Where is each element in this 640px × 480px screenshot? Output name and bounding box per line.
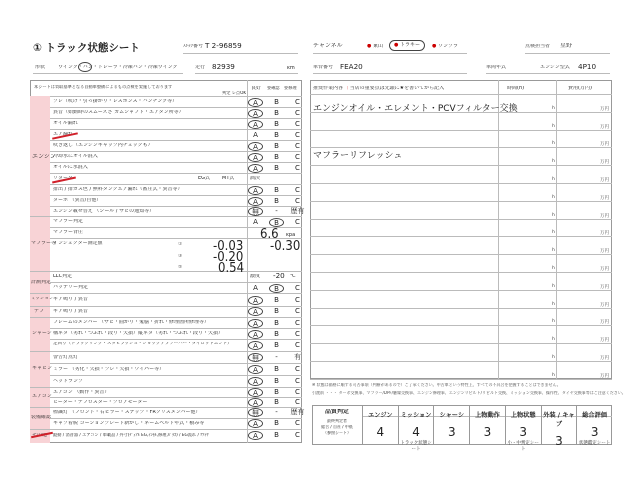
engine-model-value: 4P10 [578,62,597,71]
grade-column-head: 外装 / キャブ [543,412,575,428]
llc-temp-value: -20 [273,271,285,280]
grade-c: C [295,186,300,194]
grade-c: C [295,341,300,349]
injector-4-value: 0.54 [218,261,245,276]
injector-no-1: ① [178,242,183,247]
grade-a: A [248,377,263,386]
item-label: エンジン載せ替え （シール / サビの通知等） [53,209,155,214]
item-label: リターダ [53,176,74,181]
grade-column [362,405,398,445]
grade-c: C [295,307,300,315]
grade-c: C [295,365,300,373]
grade-column-head: エンジン [368,412,393,419]
item-grade [248,341,305,350]
grade-b: B [274,131,279,139]
grade-sub3: （参照シート） [323,431,351,435]
channel-option-2-selected: ● トラキー [389,40,425,51]
work-row-line [310,201,612,202]
grade-b: - [275,207,278,215]
grade-b: B [274,109,279,117]
grade-column-head: ミッション [400,412,432,419]
grade-a: 無 [248,353,263,362]
item-grade [248,307,305,316]
item-label: 排出 / 排ガス色 / 無料タンクエア漏れ（蓄圧式・異音等） [53,187,183,192]
cost-unit: 万円 [600,160,609,166]
year-label: 車両年式 [486,65,507,70]
check-label: 判定 レ点OK [222,91,247,95]
item-grade [248,131,305,140]
grade-c: C [295,109,300,117]
engine-model-label: エンジン型式 [540,65,570,70]
stock-label: ｽﾄｯｸ番号 [183,44,204,49]
work-row-line [310,219,612,220]
grade-column [398,405,434,452]
injector-2-value: -0.30 [270,239,301,254]
grade-column-sub: 小・中判定シート [507,441,539,452]
grade-a: A [248,388,263,397]
item-grade [248,207,305,216]
grade-a: A [248,365,263,374]
grade-b: B [274,197,279,205]
cost-unit: 万円 [600,284,609,290]
grade-column [541,405,577,448]
item-grade [248,398,305,407]
footer-note-1: ※ 状態は価格に順ずる可否事項（判断があるので）ご了承ください。中古車という特性上、すべての不具合を把握することはできません。 [312,383,561,387]
item-grade [248,109,305,118]
item-label: 吹き返し（エンジンキャップ内チェックも） [53,143,153,148]
grade-a: A [248,307,263,316]
section-cabin: キャビン [32,366,53,371]
item-grade [248,142,305,151]
grade-b: B [274,377,279,385]
item-label: ギア鳴り / 異音 [53,297,88,302]
grade-column [433,405,469,445]
grade-c: 有 [294,353,301,361]
grade-b: B [274,398,279,406]
cost-unit: 万円 [600,320,609,326]
grade-a: A [248,186,263,195]
grade-column-value: 4 [412,425,420,439]
work-row-line [310,254,612,255]
footer-note-2: 引渡前 ・・・ ターボ交換事、マフラー/DPF/触媒交換事、エンジン修理事、エンジンリビルト/リビルト交換、ミッション交換事、操作性、タイヤ交換事等はご注意ください。 [312,391,626,395]
grade-c: C [295,153,300,161]
grade-b: - [275,353,278,361]
retarder-option-2: MT式 [222,176,235,181]
item-grade [248,186,305,195]
work-row-line [310,183,612,184]
work-row-line [310,325,612,326]
cost-unit: 万円 [600,302,609,308]
item-grade [248,284,305,293]
time-unit: h [552,266,555,271]
item-label: エア漏れ [53,132,74,137]
work-row-line [310,165,612,166]
work-row-line [310,361,612,362]
grade-a: A [248,142,263,151]
grade-column-head: 上物状態 [510,412,536,419]
grade-b: B [274,307,279,315]
time-col-head: 時間(h) [507,86,525,91]
grade-a: A [248,330,263,339]
mileage-label: 走行 [195,65,206,70]
section-equipment: 装備確認 [31,415,52,420]
grade-column-sub: トラック状態シート [400,441,432,452]
time-unit: h [552,248,555,254]
shape-options: ウイング・バン・トレーラ・冷凍バン・冷凍ウイング [58,65,178,70]
section-other: その他 [32,433,48,438]
grade-c: C [295,120,300,128]
item-grade [248,319,305,328]
grade-c: C [295,197,300,205]
item-label: 警告灯点灯 [53,355,79,360]
channel-option-3: ● ワンプラ [432,44,458,49]
retarder-option-1: EG式 [198,176,211,181]
channel-label: チャンネル [313,43,343,49]
grade-c: C [295,319,300,327]
grade-column-head: シャーシ [439,412,465,419]
grade-column [576,405,612,445]
llc-concentration-label: 濃度 [250,274,261,279]
grade-c: C [295,142,300,150]
time-unit: h [552,105,555,111]
injector-no-3: ③ [178,254,183,259]
item-grade [248,431,305,440]
grade-a: A [248,398,263,407]
grade-b: B [274,142,279,150]
grade-c: C [295,398,300,406]
grade-b: B [274,296,279,304]
work-header: 推奨作業内容 ｜当店の重要点は先頭に★を書いてから記入 [313,86,445,91]
grade-column-value: 3 [447,425,456,439]
grade-b: B [274,341,279,349]
grade-b: B [274,419,279,427]
grade-b: B [274,431,279,439]
item-grade [248,153,305,162]
grade-a: A [248,296,263,305]
item-grade [248,330,305,339]
grade-c: C [295,218,300,226]
shape-selected-circle [78,62,92,72]
stock-number: T 2-96859 [205,41,242,50]
item-label: エアコン （動作・異音） [53,390,110,395]
item-label: ブレ（吹け・引っ掛かり・レスポンス・ハンチング等） [53,99,178,104]
cost-unit: 万円 [600,249,609,255]
grade-b: B [269,218,284,227]
grade-a: A [248,319,263,328]
cost-unit: 万円 [600,106,609,112]
col-b-head: 要確認 [267,86,280,90]
grade-c: C [295,164,300,172]
cost-unit: 万円 [600,356,609,361]
grade-c: C [295,431,300,439]
work-item: エンジンオイル・エレメント・PCVフィルター交換 [313,104,518,114]
grade-a: A [248,197,263,206]
col-c-head: 要修理 [284,86,297,90]
time-unit: h [552,230,555,236]
item-label: ヒーター・デフロスター・ブロアモーター [53,400,148,405]
col-a-head: 良好 [251,86,262,91]
item-label: フレームのメンバー （サビ・曲がり・鬼脳・折れ・修理箇所修理等） [53,320,210,325]
work-row-line [310,343,612,344]
work-table [310,80,612,379]
grade-column-head: 総合評価 [582,412,607,419]
section-chassis: シャーシ [32,331,52,336]
injector-1-value: -0.03 [213,239,244,254]
backpressure-value: 6.6 [260,227,279,242]
item-grade [248,388,305,397]
item-grade [248,218,305,227]
grade-column-sub: 状態鑑定シート [578,441,611,446]
cost-unit: 万円 [600,267,609,272]
item-label: バッテリー判定 [53,285,89,290]
section-battery: 計測判定 [31,280,52,285]
time-unit: h [552,337,555,343]
grade-column [505,405,541,452]
item-label: 標識灯 （フロント・右ピラー・ステップ・FRクリスメンバー他） [53,410,201,415]
retarder-option-3: 渦決 [250,176,261,181]
check-note: 本シートは買取基準となる自動車整備によるもの点検を実施しております [34,85,173,89]
mileage-value: 82939 [212,62,235,71]
cost-col-head: 費用(万円) [568,86,592,91]
item-grade [248,419,305,428]
grade-c: C [295,131,300,139]
grade-column-head: 上物動作 [475,412,500,419]
work-row-line [310,290,612,291]
time-unit: h [552,159,555,165]
grade-b: - [275,408,278,416]
grade-column-value: 3 [483,425,492,439]
work-row-line [310,130,612,131]
grade-b: B [274,186,279,194]
item-grade [248,120,305,129]
time-unit: h [552,212,555,218]
cost-unit: 万円 [600,178,609,183]
cost-unit: 万円 [600,213,609,219]
grade-c: 歴有 [290,207,305,215]
grade-a: A [248,419,263,428]
time-unit: h [552,355,555,360]
item-grade [248,197,305,206]
time-unit: h [552,372,555,378]
time-unit: h [552,301,555,307]
injector-no-5: ⑤ [178,265,183,270]
grade-c: C [295,377,300,385]
item-grade [248,164,305,173]
time-unit: h [552,177,555,182]
grade-c: C [295,419,300,427]
item-label: キャブ着脱 コーションプレート新がし・ネームベルト年式・積み等 [53,421,205,426]
work-item: マフラーリフレッシュ [313,151,403,161]
shape-label: 形状 [35,65,46,70]
grade-column-value: 3 [555,434,563,448]
section-aircon: エアコン [32,394,52,399]
backpressure-unit: kpa [286,233,296,238]
grade-c: C [295,98,300,106]
grade-b: B [274,98,279,106]
cost-unit: 万円 [600,195,609,201]
work-row-line [310,112,612,113]
cost-unit: 万円 [600,373,609,379]
item-label: ミラー （劣化・欠損・ブレ・欠損・ワイパー等） [53,367,165,372]
injector-3-value: -0.20 [213,250,244,265]
item-grade [248,296,305,305]
item-label: 構ネタ（劣れ・つぶれ・段り・欠損）縦ネタ（劣れ・つぶれ・段り・欠損） [53,331,224,336]
grade-a: A [253,218,258,226]
cost-unit: 万円 [600,338,609,344]
inspector-name: 星野 [560,43,573,49]
time-unit: h [552,283,555,289]
grade-a: A [253,284,258,292]
cost-unit: 万円 [600,231,609,237]
grade-a: A [248,98,263,107]
channel-option-1: ● 東山 [367,44,383,49]
section-engine: エンジン [32,154,56,160]
item-grade [248,365,305,374]
grade-sub2: 総合 / 自社 / 中低 [321,425,353,429]
grade-b: B [274,388,279,396]
grade-c: C [295,284,300,292]
time-unit: h [552,141,555,147]
section-mission: ミッション [31,297,54,301]
item-label: ターボ （異音/自他） [53,198,102,203]
grade-a: A [248,120,263,129]
grade-c: C [295,330,300,338]
page-title: ① トラック状態シート [33,42,140,54]
item-label: オイル漏れ [53,121,78,126]
grade-c: C [295,388,300,396]
grade-column-value: 3 [519,425,528,439]
inspector-label: 点検担当者 [525,44,551,49]
grade-a: A [248,153,263,162]
time-unit: h [552,319,555,325]
item-label: マフラー背圧 [53,230,84,235]
item-label: オイルに水混入 [53,165,88,170]
grade-b: B [274,120,279,128]
item-label: 冷却水にオイル混入 [53,154,98,159]
item-grade [248,98,305,107]
llc-temp-unit: ℃ [290,274,296,279]
grade-sub1: 最終判定者 [327,419,347,423]
section-muffler: マフラー等 [31,241,57,246]
grade-a: A [248,341,263,350]
chassis-label: 車台番号 [313,65,334,70]
item-label: ギア鳴り / 異音 [53,309,88,314]
work-row-line [310,308,612,309]
grade-c: 歴有 [290,408,305,416]
grade-b: B [274,319,279,327]
time-unit: h [552,194,555,200]
work-row-line [310,272,612,273]
cost-unit: 万円 [600,124,609,130]
cost-unit: 万円 [600,142,609,148]
item-label: ヘッドランプ [53,379,84,384]
work-row-line [310,236,612,237]
grade-column-value: 4 [376,425,385,439]
grade-b: B [274,330,279,338]
grade-a: A [248,431,263,440]
grade-column [469,405,505,445]
item-label: 足回り（ドラックリンク・スタビブッシュ・ショックアブソーバー・タイロッドエンド） [53,342,232,346]
grade-c: C [295,296,300,304]
item-label: 縦動 / 消音器 / エアコン / 車載品 / 外寸(ﾃﾞｭｱﾙ EG,ｲﾝｾﾙ,修理,ｶﾞﾗｽ) / EG流れ / ﾂｱｲﾔ [53,433,209,437]
grade-a: A [248,164,263,173]
item-label: LLC判定 [53,274,73,279]
item-grade [248,408,305,417]
section-diff: デフ [34,309,45,314]
work-row-line [310,379,612,380]
item-label: 異音（始動時のスムーズさ カムシャフト・エアタン所等） [53,110,184,115]
chassis-value: FEA20 [340,62,363,71]
time-unit: h [552,123,555,129]
grade-a: 無 [248,207,263,216]
grade-b: B [269,284,284,293]
grade-a: A [253,131,258,139]
item-label: マフラー判定 [53,219,84,224]
grade-a: 無 [248,408,263,417]
grade-label-cell [312,405,362,445]
grade-column-value: 3 [590,425,599,439]
grade-b: B [274,153,279,161]
grade-label: 品質判定 [324,409,349,415]
grade-a: A [248,109,263,118]
mileage-unit: km [287,66,295,71]
item-label: インジェクター測定値 [53,241,103,246]
item-grade [248,377,305,386]
grade-b: B [274,164,279,172]
item-grade [248,353,305,362]
work-row-line [310,147,612,148]
grade-b: B [274,365,279,373]
